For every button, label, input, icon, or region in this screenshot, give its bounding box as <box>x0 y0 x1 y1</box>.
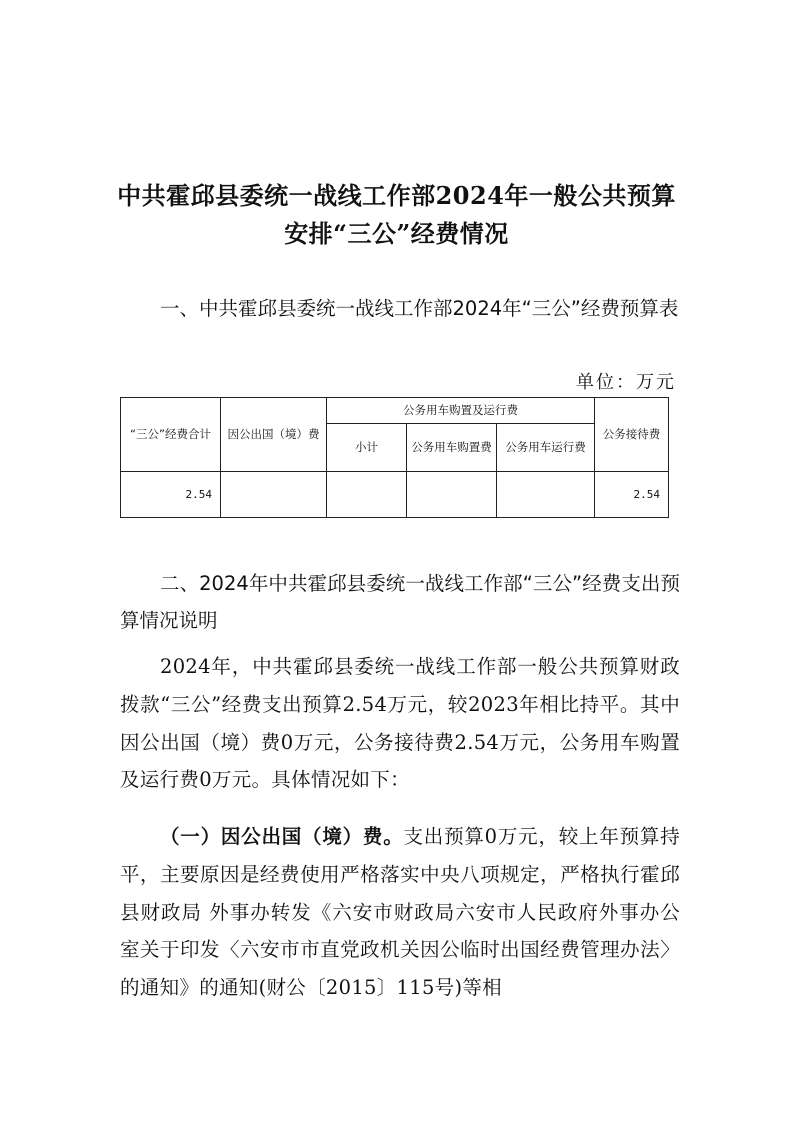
header-abroad: 因公出国（境）费 <box>221 398 327 472</box>
document-title-line1: 中共霍邱县委统一战线工作部2024年一般公共预算 <box>117 181 676 210</box>
paragraph-abroad-lead: （一）因公出国（境）费。 <box>160 825 404 848</box>
cell-vehicle-operation <box>497 472 595 518</box>
header-vehicle-operation: 公务用车运行费 <box>497 424 595 472</box>
section2-heading: 二、2024年中共霍邱县委统一战线工作部“三公”经费支出预算情况说明 <box>120 572 680 632</box>
document-title-line2: 安排“三公”经费情况 <box>284 219 509 248</box>
unit-label: 单位：万元 <box>576 372 676 393</box>
table-row <box>121 472 669 518</box>
table-header-row <box>121 398 669 424</box>
header-subtotal: 小计 <box>327 424 407 472</box>
cell-abroad <box>221 472 327 518</box>
budget-table <box>120 397 669 518</box>
paragraph-abroad-body: 支出预算0万元，较上年预算持平，主要原因是经费使用严格落实中央八项规定，严格执行霍邱县财政局 外事办转发《六安市财政局六安市人民政府外事办公室关于印发〈六安市市直党政机关因公临时出国经费管理办法〉的通知》的通知(财公〔2015〕115号)等相 <box>120 825 680 1000</box>
cell-total: 2.54 <box>121 472 221 518</box>
paragraph-abroad-expense <box>120 818 680 1007</box>
cell-reception: 2.54 <box>595 472 669 518</box>
cell-vehicle-purchase <box>407 472 497 518</box>
section1-heading: 一、中共霍邱县委统一战线工作部2024年“三公”经费预算表 <box>160 297 679 320</box>
header-vehicle-purchase: 公务用车购置费 <box>407 424 497 472</box>
cell-subtotal <box>327 472 407 518</box>
header-reception: 公务接待费 <box>595 398 669 472</box>
paragraph-summary: 2024年，中共霍邱县委统一战线工作部一般公共预算财政拨款“三公”经费支出预算2.54万元，较2023年相比持平。其中因公出国（境）费0万元，公务接待费2.54万元，公务用车购置及运行费0万元。具体情况如下： <box>120 655 680 792</box>
header-total: “三公”经费合计 <box>121 398 221 472</box>
header-vehicle-group: 公务用车购置及运行费 <box>327 398 595 424</box>
